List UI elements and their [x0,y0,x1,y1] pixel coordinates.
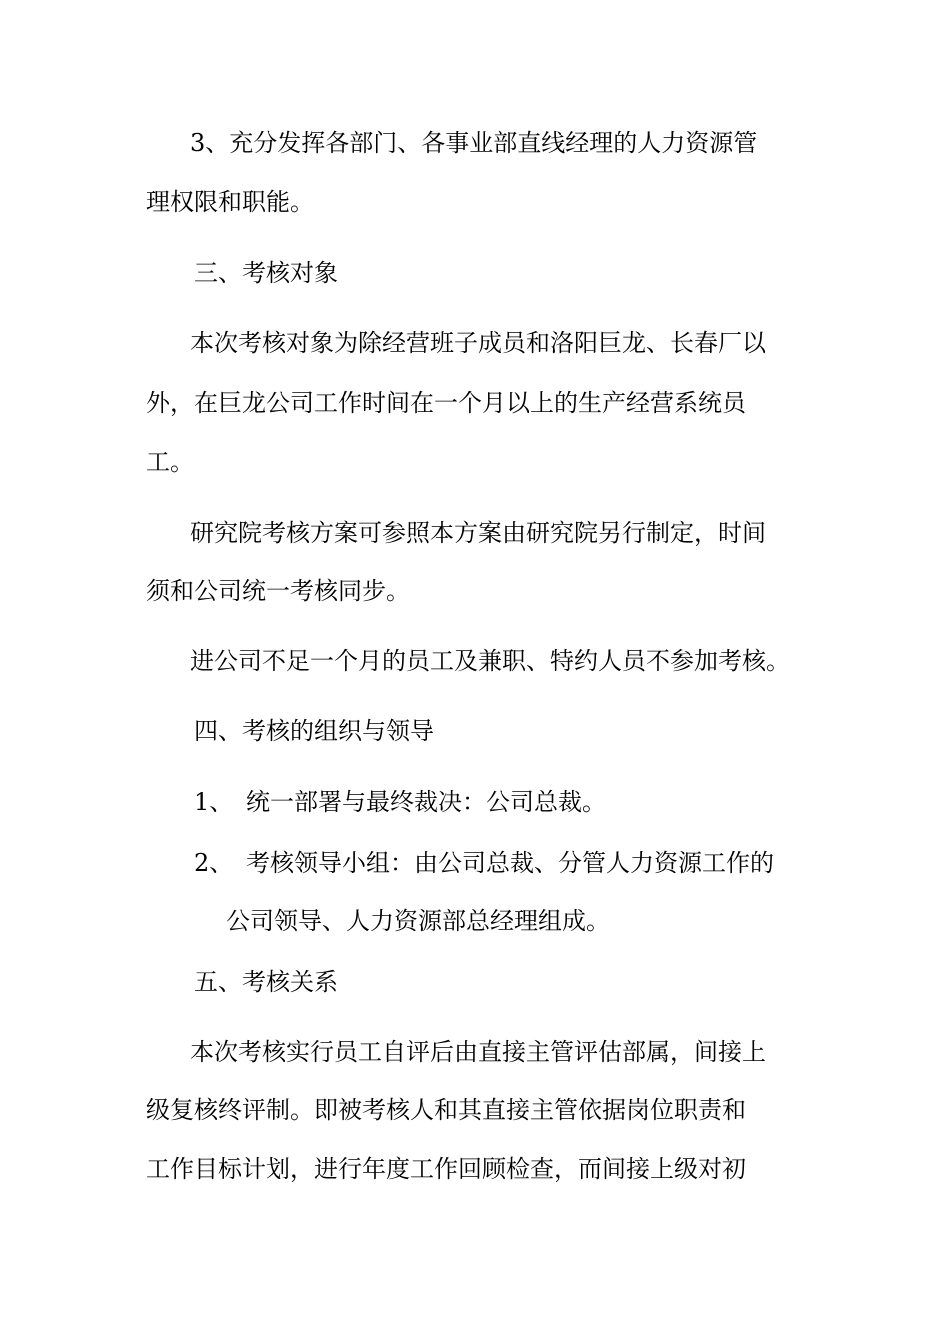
section-3-para-2-line-2: 须和公司统一考核同步。 [146,577,410,605]
section-5-para-1-line-2: 级复核终评制。即被考核人和其直接主管依据岗位职责和 [146,1096,746,1124]
section-3-para-2-line-1: 研究院考核方案可参照本方案由研究院另行制定，时间 [190,519,766,547]
section-4-item-2-line-2: 公司领导、人力资源部总经理组成。 [226,907,610,935]
section-4-item-1-marker: 1、 [194,788,234,816]
section-3-para-1-line-2: 外，在巨龙公司工作时间在一个月以上的生产经营系统员 [146,389,746,417]
section-4-heading: 四、考核的组织与领导 [194,717,434,745]
section-4-item-2-marker: 2、 [194,849,234,877]
section-4-item-1-text: 统一部署与最终裁决：公司总裁。 [246,788,606,816]
section-3-para-1-line-3: 工。 [146,448,194,476]
section-3-para-3-line-1: 进公司不足一个月的员工及兼职、特约人员不参加考核。 [190,647,790,675]
section-3-heading: 三、考核对象 [194,259,338,287]
section-5-para-1-line-1: 本次考核实行员工自评后由直接主管评估部属，间接上 [190,1038,766,1066]
section-4-item-2-line-1: 考核领导小组：由公司总裁、分管人力资源工作的 [246,849,774,877]
item-3-line-1: 3、充分发挥各部门、各事业部直线经理的人力资源管 [190,129,758,157]
section-5-para-1-line-3: 工作目标计划，进行年度工作回顾检查，而间接上级对初 [146,1155,746,1183]
section-3-para-1-line-1: 本次考核对象为除经营班子成员和洛阳巨龙、长春厂以 [190,329,766,357]
item-3-line-2: 理权限和职能。 [146,188,314,216]
section-5-heading: 五、考核关系 [194,968,338,996]
